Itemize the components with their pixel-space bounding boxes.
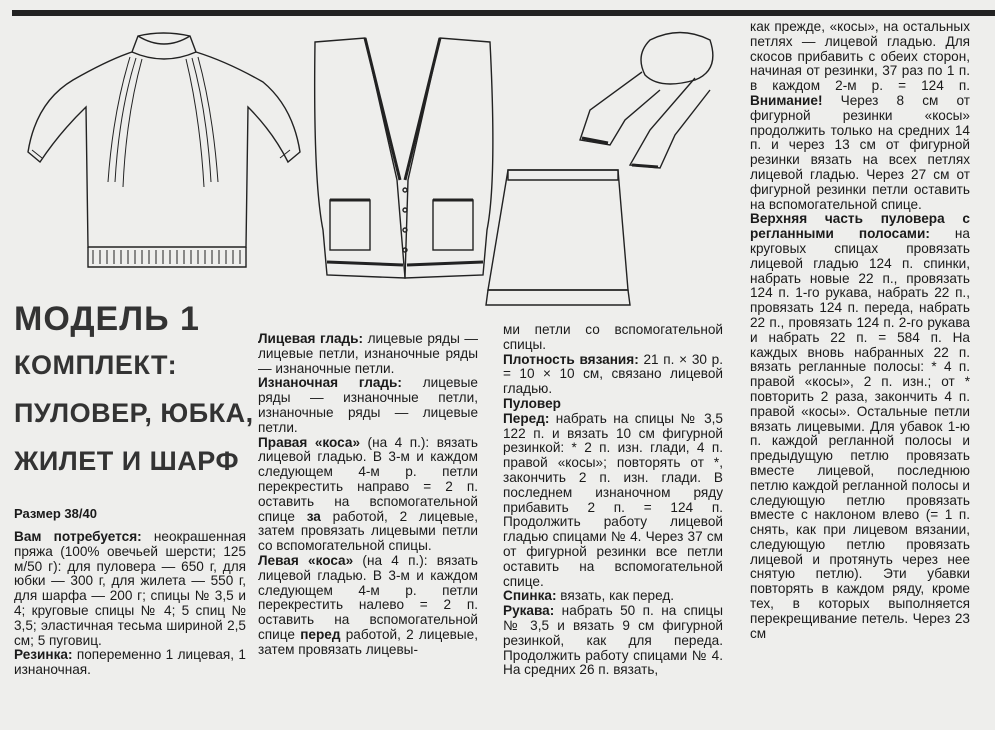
vest-illustration (305, 30, 500, 280)
sleeves-paragraph (503, 604, 723, 678)
top-rule (12, 10, 995, 16)
raglan-paragraph (750, 212, 970, 641)
sleeves-label: Рукава: (503, 603, 555, 619)
front-label: Перед: (503, 410, 550, 426)
size-line: Размер 38/40 (14, 506, 97, 521)
density-paragraph (503, 353, 723, 397)
back-text: вязать, как перед. (556, 588, 675, 604)
sleeves-text: набрать 50 п. на спицы № 3,5 и вязать 9 см фигурной резинкой, как для переда. Продолжить работу спицами № 4. На средних 26 п. вязать, (503, 603, 723, 678)
right-cable-text-2: работой, 2 лицевые, затем провязать лицевыми петли со вспомогательной спицы. (258, 508, 478, 554)
purl-stitch-text: лицевые ряды — изнаночные петли, изнаночные ряды — лицевые петли. (258, 375, 478, 435)
column-3 (503, 323, 723, 678)
attention-label: Внимание! (750, 92, 823, 108)
raglan-label: Верхняя часть пуловера с регланными полосами: (750, 211, 970, 242)
left-cable-label: Левая «коса» (258, 552, 354, 568)
purl-stitch-label: Изнаночная гладь: (258, 375, 402, 391)
column-4 (750, 20, 970, 641)
column-1 (14, 530, 246, 678)
materials-label: Вам потребуется: (14, 529, 142, 544)
left-cable-text-2: работой, 2 лицевые, затем провязать лицевы- (258, 626, 478, 657)
sweater-illustration (18, 22, 308, 272)
scarf-illustration (570, 20, 750, 170)
column-2 (258, 332, 478, 658)
face-stitch-label: Лицевая гладь: (258, 331, 364, 346)
density-label: Плотность вязания: (503, 351, 639, 367)
page-title: МОДЕЛЬ 1 (14, 300, 200, 338)
rib-label: Резинка: (14, 647, 73, 663)
right-cable-paragraph (258, 436, 478, 554)
sleeve-continuation-text: как прежде, «косы», на остальных петлях — лицевой гладью. Для скосов прибавить с обеих сторон, начиная от резинки, 37 раз по 1 п. в каждом 2-м р. = 124 п. (750, 19, 970, 94)
face-stitch-paragraph (258, 332, 478, 376)
attention-text: Через 8 см от фигурной резинки «косы» продолжить только на средних 14 п. и через 13 см от фигурной резинки вязать на всех петлях лицевой гладью. Через 27 см от фигурной резинки петли оставить на вспомогательной спице. (750, 92, 970, 212)
rib-paragraph (14, 648, 246, 678)
front-paragraph (503, 412, 723, 590)
right-cable-text: (на 4 п.): вязать лицевой гладью. В 3-м и каждом следующем 4-м р. петли перекрестить направо = 2 п. оставить на вспомогательной спице (258, 434, 478, 524)
purl-stitch-paragraph (258, 376, 478, 435)
skirt-illustration (478, 160, 648, 315)
materials-text: неокрашенная пряжа (100% овечьей шерсти; 125 м/50 г): для пуловера — 650 г, для юбки — 300 г, для жилета — 550 г, для шарфа — 200 г; спицы № 3,5 и 4; круговые спицы № 4; 5 спиц № 3,5; эластичная тесьма шириной 2,5 см; 5 пуговиц. (14, 529, 246, 648)
face-stitch-text: лицевые ряды — лицевые петли, изнаночные ряды — изнаночные петли. (258, 331, 479, 376)
left-cable-text: (на 4 п.): вязать лицевой гладью. В 3-м и каждом следующем 4-м р. петли перекрестить налево = 2 п. оставить на вспомогательной спице (258, 552, 478, 642)
left-cable-emphasis: перед (300, 626, 341, 642)
front-text: набрать на спицы № 3,5 122 п. и вязать 10 см фигурной резинкой: * 2 п. изн. глади, 4 п. правой «косы»; повторять от *, закончить 2 п. изн. глади. В последнем изнаночном ряду прибавить 2 п. = 124 п. Продолжить работу лицевой гладью спицами № 4. Через 37 см от фигурной резинки все петли оставить на вспомогательной спице. (503, 410, 723, 589)
back-label: Спинка: (503, 588, 557, 604)
sleeve-continuation-paragraph (750, 20, 970, 212)
subtitle-line-1: КОМПЛЕКТ: (14, 350, 178, 380)
back-paragraph (503, 589, 723, 604)
continuation-paragraph: ми петли со вспомогательной спицы. (503, 322, 723, 352)
pullover-heading: Пуловер (503, 395, 561, 411)
materials-paragraph (14, 530, 246, 648)
subtitle-line-3: ЖИЛЕТ И ШАРФ (14, 446, 239, 476)
rib-text: попеременно 1 лицевая, 1 изнаночная. (14, 647, 246, 678)
subtitle-line-2: ПУЛОВЕР, ЮБКА, (14, 398, 254, 428)
raglan-text: на круговых спицах провязать лицевой гладью 124 п. спинки, набрать новые 22 п., провязать 124 п. 1-го рукава, набрать 22 п., провязать 124 п. переда, набрать 22 п., провязать 124 п. 2-го рукава и набрать 22 п. = 584 п. На каждых вновь набранных 22 п. вязать регланные полосы: * 4 п. правой «косы», 2 п. изн.; от * повторить 2 раза, закончить 4 п. правой «косы». Остальные петли вязать лицевыми. Для убавок 1-ю п. каждой регланной полосы и предыдущую петлю провязать вместе лицевой, последнюю петлю каждой регланной полосы и следующую петлю провязать вместе с наклоном влево (= 1 п. снять, как при лицевом вязании, следующую петлю провязать лицевой и протянуть через нее снятую петлю). Эти убавки повторять в каждом ряду, кроме тех, в которых выполняется перекрещивание петель. Через 23 см (750, 226, 970, 641)
density-text: 21 п. × 30 р. = 10 × 10 см, связано лицевой гладью. (503, 351, 723, 397)
right-cable-emphasis: за (306, 508, 321, 524)
left-cable-paragraph (258, 554, 478, 658)
right-cable-label: Правая «коса» (258, 434, 360, 450)
